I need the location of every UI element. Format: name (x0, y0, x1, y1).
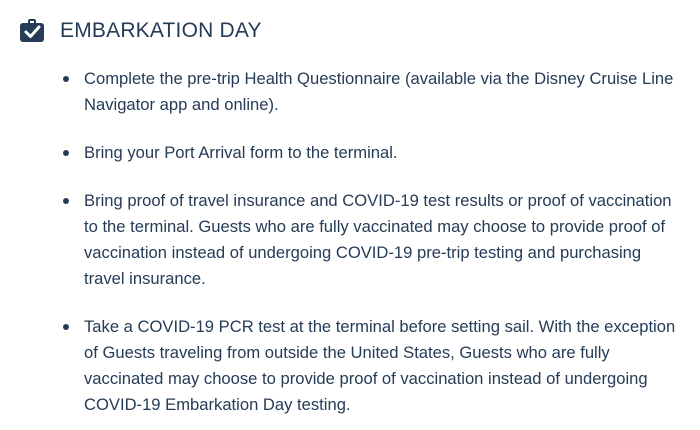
list-item-text: Bring proof of travel insurance and COVID-19 test results or proof of vaccination to the terminal. Guests who are fully vaccinated may choose to provide proof of vaccination instead of undergoing COVID-19 pre-trip testing and purchasing travel insurance. (84, 191, 672, 288)
list-item (60, 66, 680, 118)
bullet-icon (63, 76, 69, 82)
list-item-text: Bring your Port Arrival form to the terminal. (84, 143, 398, 162)
list-item (60, 188, 680, 292)
checklist (60, 66, 680, 418)
list-item-text: Complete the pre-trip Health Questionnaire (available via the Disney Cruise Line Navigator app and online). (84, 69, 674, 114)
bullet-icon (63, 324, 69, 330)
section-header (18, 14, 262, 46)
bullet-icon (63, 150, 69, 156)
list-item (60, 314, 680, 418)
section-title: EMBARKATION DAY (60, 18, 262, 42)
bullet-icon (63, 198, 69, 204)
list-item (60, 140, 680, 166)
list-item-text: Take a COVID-19 PCR test at the terminal before setting sail. With the exception of Guests traveling from outside the United States, Guests who are fully vaccinated may choose to provide proof of vaccination instead of undergoing COVID-19 Embarkation Day testing. (84, 317, 676, 414)
briefcase-check-icon (18, 16, 46, 44)
